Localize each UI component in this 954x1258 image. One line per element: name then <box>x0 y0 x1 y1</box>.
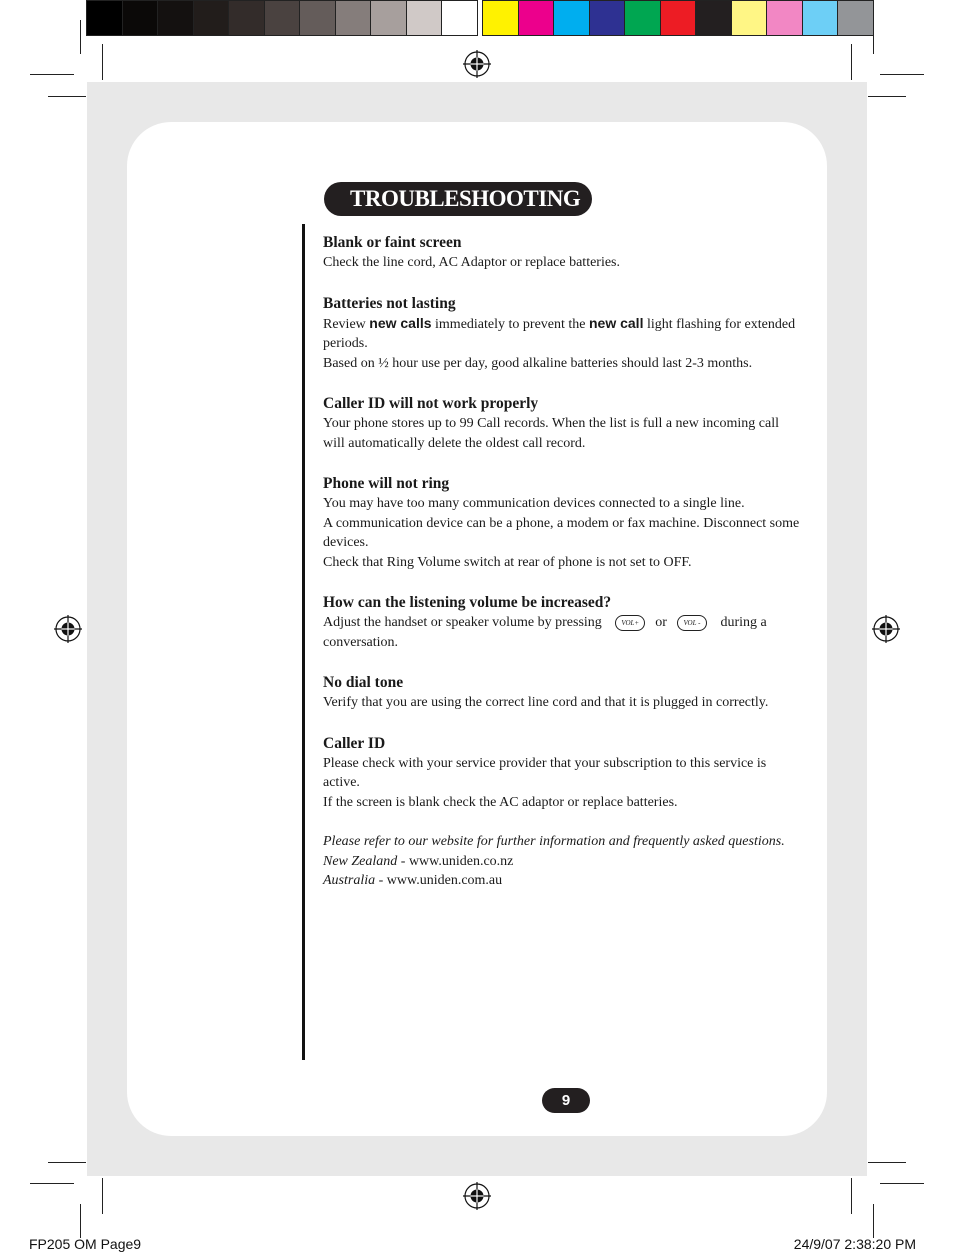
crop-mark <box>48 1162 86 1163</box>
crop-mark <box>873 1204 874 1238</box>
footer-left: FP205 OM Page9 <box>29 1236 142 1252</box>
registration-mark-icon <box>872 615 900 643</box>
color-swatch <box>406 0 443 36</box>
new-call-label: new call <box>588 314 644 331</box>
section-no-dial <box>323 672 803 713</box>
section-heading: Blank or faint screen <box>323 234 462 251</box>
website-au <box>323 871 803 891</box>
au-url: - www.uniden.com.au <box>375 873 503 888</box>
crop-mark <box>80 1204 81 1238</box>
footer-right: 24/9/07 2:38:20 PM <box>793 1236 916 1252</box>
color-swatch <box>553 0 590 36</box>
crop-mark <box>880 74 924 75</box>
section-no-ring <box>323 473 803 572</box>
section-batteries <box>323 293 803 374</box>
section-heading: Phone will not ring <box>323 475 450 492</box>
color-swatch <box>264 0 301 36</box>
section-text: Check the line cord, AC Adaptor or replace batteries. <box>323 255 621 270</box>
color-swatch <box>731 0 768 36</box>
section-text: If the screen is blank check the AC adaptor or replace batteries. <box>323 794 678 810</box>
color-swatch <box>802 0 839 36</box>
crop-mark <box>851 1178 852 1214</box>
page-number: 9 <box>542 1088 590 1113</box>
color-swatch <box>695 0 732 36</box>
color-swatch <box>86 0 123 36</box>
crop-mark <box>868 1162 906 1163</box>
color-swatch <box>482 0 519 36</box>
troubleshooting-content <box>323 232 803 911</box>
section-volume <box>323 592 803 652</box>
text-fragment: during a conversation. <box>323 615 767 650</box>
section-text <box>323 314 803 354</box>
color-swatch <box>518 0 555 36</box>
crop-mark <box>102 1178 103 1214</box>
section-heading: How can the listening volume be increased? <box>323 594 612 611</box>
text-fragment: Review <box>323 316 366 332</box>
color-swatch <box>157 0 194 36</box>
crop-mark <box>48 96 86 97</box>
color-swatch <box>589 0 626 36</box>
section-text: You may have too many communication devices connected to a single line. <box>323 496 745 511</box>
section-text: Verify that you are using the correct line cord and that it is plugged in correctly. <box>323 695 769 710</box>
au-label: Australia <box>323 873 376 888</box>
crop-mark <box>880 1183 924 1184</box>
vol-up-icon: VOL+ <box>615 615 645 631</box>
section-text: Your phone stores up to 99 Call records. When the list is full a new incoming call will automatically delete the oldest call record. <box>323 416 779 451</box>
section-heading: Caller ID <box>323 734 386 752</box>
registration-mark-icon <box>463 1182 491 1210</box>
section-caller-id-proper <box>323 393 803 453</box>
color-swatch <box>122 0 159 36</box>
section-caller-id <box>323 733 803 813</box>
registration-mark-icon <box>463 50 491 78</box>
text-fragment: Adjust the handset or speaker volume by pressing <box>323 615 602 630</box>
color-swatch <box>766 0 803 36</box>
section-text <box>323 613 803 652</box>
text-fragment: or <box>655 615 667 630</box>
crop-mark <box>868 96 906 97</box>
section-heading: Caller ID will not work properly <box>323 395 539 412</box>
color-swatch <box>660 0 697 36</box>
section-text: Check that Ring Volume switch at rear of phone is not set to OFF. <box>323 554 692 570</box>
website-nz <box>323 852 803 872</box>
vol-down-icon: VOL - <box>677 615 707 631</box>
website-intro: Please refer to our website for further information and frequently asked questions. <box>323 834 785 849</box>
section-heading: No dial tone <box>323 674 404 691</box>
nz-url: - www.uniden.co.nz <box>397 853 514 869</box>
section-website <box>323 832 803 891</box>
section-text: A communication device can be a phone, a modem or fax machine. Disconnect some devices. <box>323 515 800 550</box>
text-fragment: immediately to prevent the <box>435 316 586 332</box>
color-swatch <box>837 0 874 36</box>
crop-mark <box>873 20 874 54</box>
color-swatch <box>370 0 407 36</box>
color-swatch <box>335 0 372 36</box>
crop-mark <box>102 44 103 80</box>
color-swatch <box>299 0 336 36</box>
section-text: Please check with your service provider that your subscription to this service is active. <box>323 755 767 790</box>
section-blank-screen <box>323 232 803 273</box>
registration-mark-icon <box>54 615 82 643</box>
color-swatch <box>624 0 661 36</box>
text-fragment: light flashing for extended periods. <box>323 316 796 351</box>
color-swatch <box>228 0 265 36</box>
crop-mark <box>851 44 852 80</box>
crop-mark <box>30 1183 74 1184</box>
nz-label: New Zealand <box>323 853 398 869</box>
section-heading: Batteries not lasting <box>323 294 456 312</box>
crop-mark <box>30 74 74 75</box>
page-title: TROUBLESHOOTING <box>350 186 581 211</box>
color-swatch <box>193 0 230 36</box>
section-text: Based on ½ hour use per day, good alkaline batteries should last 2-3 months. <box>323 355 753 371</box>
crop-mark <box>80 20 81 54</box>
new-calls-label: new calls <box>369 314 432 331</box>
color-swatch <box>441 0 478 36</box>
vertical-rule <box>302 224 305 1060</box>
